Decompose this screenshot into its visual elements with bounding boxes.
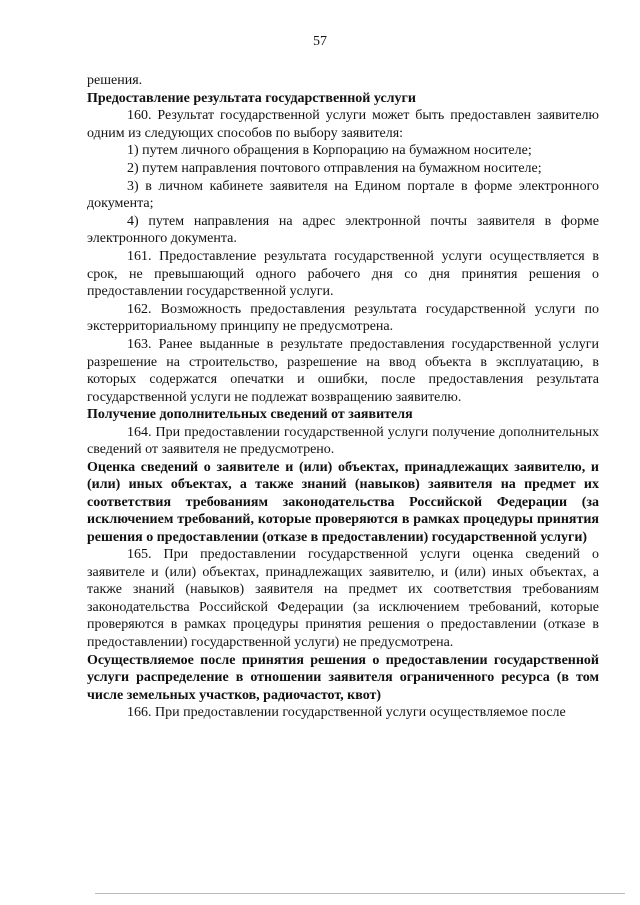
paragraph-162: 162. Возможность предоставления результата государственной услуги по экстерриториальному принципу не предусмотрена.	[87, 301, 599, 335]
list-item-160-3: 3) в личном кабинете заявителя на Едином портале в форме электронного документа;	[87, 178, 599, 212]
section-heading-resource-distribution: Осуществляемое после принятия решения о предоставлении государственной услуги распределение в отношении заявителя ограниченного ресурса (в том числе земельных участков, радиочастот, квот)	[87, 652, 599, 703]
paragraph-160: 160. Результат государственной услуги может быть предоставлен заявителю одним из следующих способов по выбору заявителя:	[87, 108, 599, 141]
section-heading-applicant-assessment: Оценка сведений о заявителе и (или) объектах, принадлежащих заявителю, и (или) иных объектах, а также знаний (навыков) заявителя на предмет их соответствия требованиям законодательства Российской Федерации (за исключением требований, которые проверяются в рамках процедуры принятия решения о предоставлении (отказе в предоставлении) государственной услуги)	[87, 460, 599, 545]
list-item-160-1: 1) путем личного обращения в Корпорацию на бумажном носителе;	[127, 143, 532, 159]
paragraph-166: 166. При предоставлении государственной услуги осуществляемое после	[127, 705, 566, 721]
document-body	[87, 72, 599, 722]
paragraph-163: 163. Ранее выданные в результате предоставления государственной услуги разрешение на строительство, разрешение на ввод объекта в эксплуатацию, в которых содержатся опечатки и ошибки, после предоставления результата государственной услуги не подлежат возвращению заявителю.	[87, 336, 599, 405]
page-bottom-edge	[95, 893, 625, 894]
page-number: 57	[313, 34, 327, 49]
paragraph-161: 161. Предоставление результата государственной услуги осуществляется в срок, не превышающий одного рабочего дня со дня принятия решения о предоставлении государственной услуги.	[87, 248, 599, 300]
list-item-160-4: 4) путем направления на адрес электронной почты заявителя в форме электронного документа.	[87, 213, 599, 247]
list-item-160-2: 2) путем направления почтового отправления на бумажном носителе;	[127, 160, 542, 176]
section-heading-additional-info: Получение дополнительных сведений от заявителя	[87, 407, 413, 423]
intro-fragment: решения.	[87, 73, 143, 88]
section-heading-result-provision: Предоставление результата государственной услуги	[87, 90, 416, 106]
paragraph-165: 165. При предоставлении государственной услуги оценка сведений о заявителе и (или) объектах, принадлежащих заявителю, и (или) иных объектах, а также знаний (навыков) заявителя на предмет их соответствия требованиям законодательства Российской Федерации (за исключением требований, которые проверяются в рамках процедуры принятия решения о предоставлении (отказе в предоставлении) государственной услуги) не предусмотрена.	[87, 547, 599, 651]
paragraph-164: 164. При предоставлении государственной услуги получение дополнительных сведений от заявителя не предусмотрено.	[87, 424, 599, 458]
